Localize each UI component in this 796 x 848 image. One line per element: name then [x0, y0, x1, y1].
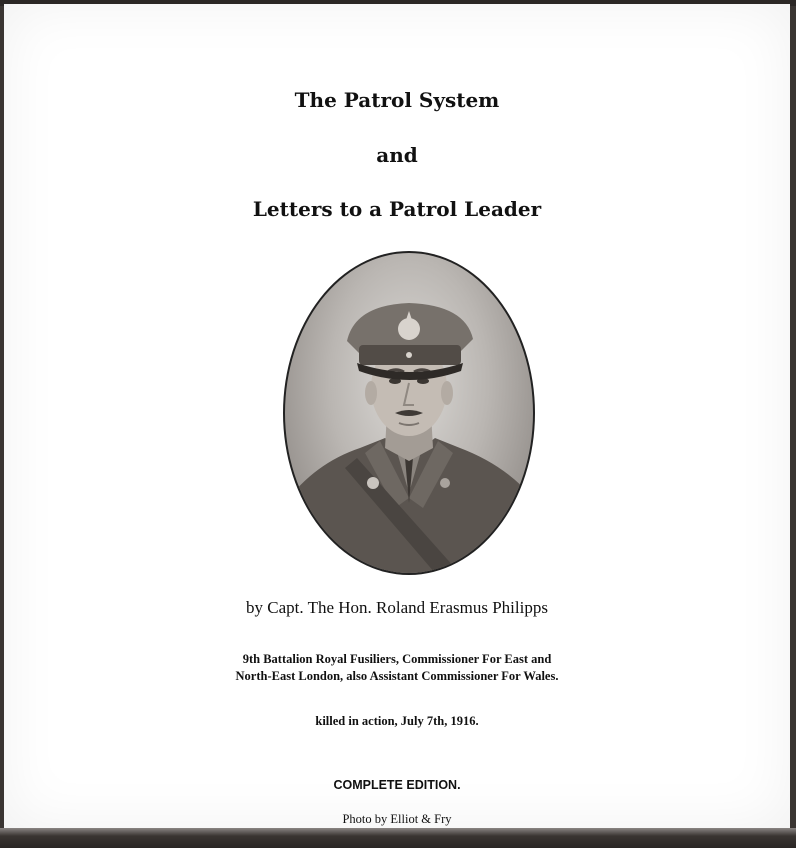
author-bio: [4, 651, 790, 685]
title-line-2: and: [376, 143, 418, 167]
bottom-border: [0, 828, 796, 848]
document-page: [4, 4, 790, 828]
bio-line-2: North-East London, also Assistant Commissioner For Wales.: [235, 669, 559, 683]
title-line-3: Letters to a Patrol Leader: [252, 197, 542, 221]
portrait-photo: [283, 251, 535, 575]
killed-in-action-line: killed in action, July 7th, 1916.: [315, 714, 479, 728]
author-line: by Capt. The Hon. Roland Erasmus Philipps: [246, 598, 548, 617]
edition-label: COMPLETE EDITION.: [333, 778, 461, 792]
bio-line-1: 9th Battalion Royal Fusiliers, Commissioner For East and: [242, 652, 552, 666]
title-line-1: The Patrol System: [294, 88, 500, 112]
photo-credit: Photo by Elliot & Fry: [342, 812, 452, 826]
